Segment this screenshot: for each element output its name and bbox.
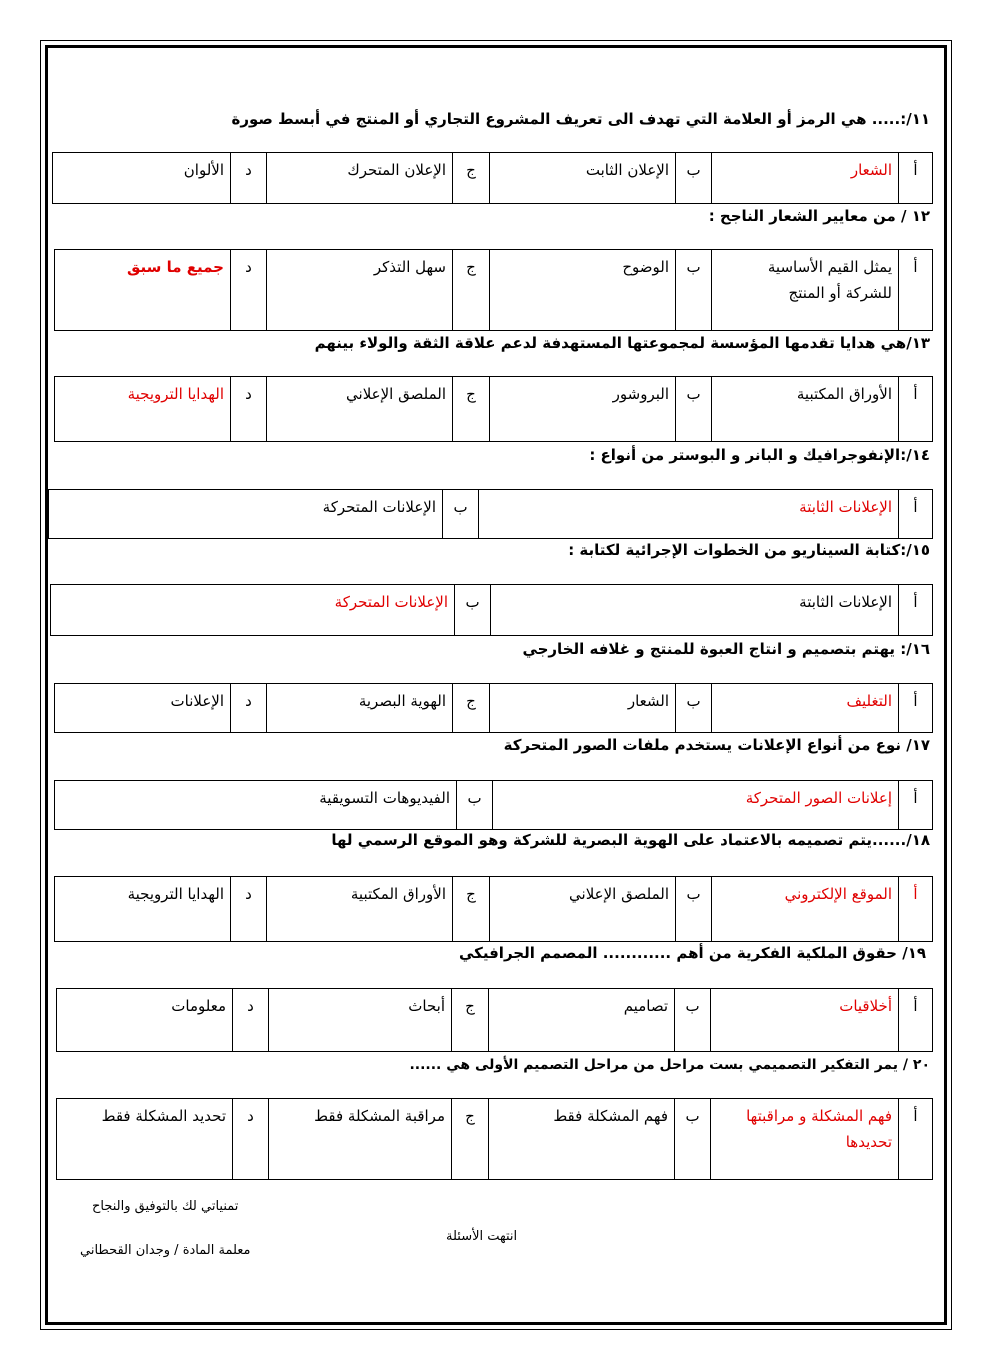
option-letter: أ (899, 585, 933, 636)
option-d: الإعلانات (55, 684, 231, 733)
option-d: الألوان (53, 153, 231, 204)
options-q20 (56, 1098, 933, 1180)
option-b: الإعلان الثابت (490, 153, 676, 204)
option-b: الشعار (490, 684, 676, 733)
option-letter: أ (899, 684, 933, 733)
option-letter: ج (452, 989, 489, 1052)
options-q18 (54, 876, 933, 942)
option-letter: ج (453, 684, 490, 733)
options-q13 (54, 376, 933, 442)
options-q19 (56, 988, 933, 1052)
options-q12 (54, 249, 933, 331)
option-letter: أ (899, 877, 933, 942)
option-letter: ب (676, 877, 712, 942)
option-c: الإعلان المتحرك (267, 153, 453, 204)
option-letter: ب (455, 585, 491, 636)
option-letter: د (231, 250, 267, 331)
option-c: الملصق الإعلاني (267, 377, 453, 442)
option-d: الهدايا الترويجية (55, 877, 231, 942)
options-q11 (52, 152, 933, 204)
option-letter: ب (676, 250, 712, 331)
option-letter: د (231, 684, 267, 733)
option-letter: ب (676, 684, 712, 733)
option-c: أبحاث (269, 989, 452, 1052)
option-letter: ج (453, 377, 490, 442)
question-20: ٢٠ / يمر التفكير التصميمي بست مراحل من مراحل التصميم الأولى هي ...... (409, 1057, 930, 1073)
option-a: أخلاقيات (711, 989, 899, 1052)
question-16: ١٦/: يهتم بتصميم و انتاج العبوة للمنتج و غلافه الخارجي (522, 640, 930, 658)
option-letter: ج (453, 153, 490, 204)
question-15: ١٥/:كتابة السيناريو من الخطوات الإجرائية لكتابة : (568, 541, 930, 559)
option-letter: أ (899, 781, 933, 830)
option-letter: د (233, 1099, 269, 1180)
option-c: سهل التذكر (267, 250, 453, 331)
option-a: التغليف (712, 684, 899, 733)
option-d: جميع ما سبق (55, 250, 231, 331)
question-12: ١٢ / من معايير الشعار الناجح : (708, 207, 930, 225)
option-b: الفيديوهات التسويقية (55, 781, 457, 830)
option-a: إعلانات الصور المتحركة (493, 781, 899, 830)
option-b: فهم المشكلة فقط (489, 1099, 675, 1180)
option-d: معلومات (57, 989, 233, 1052)
option-letter: ب (675, 989, 711, 1052)
option-letter: أ (899, 1099, 933, 1180)
footer-wish: تمنياتي لك بالتوفيق والنجاح (92, 1199, 239, 1214)
option-a: الإعلانات الثابتة (479, 490, 899, 539)
option-letter: أ (899, 490, 933, 539)
option-c: مراقبة المشكلة فقط (269, 1099, 452, 1180)
option-b: الإعلانات المتحركة (51, 585, 455, 636)
question-14: ١٤/:الإنفوجرافيك و البانر و البوستر من أنواع : (589, 446, 930, 464)
option-c: الهوية البصرية (267, 684, 453, 733)
option-b: تصاميم (489, 989, 675, 1052)
option-a: الأوراق المكتبية (712, 377, 899, 442)
option-b: الإعلانات المتحركة (49, 490, 443, 539)
option-letter: د (231, 877, 267, 942)
option-d: تحديد المشكلة فقط (57, 1099, 233, 1180)
option-letter: أ (899, 153, 933, 204)
question-18: ١٨/......يتم تصميمه بالاعتماد على الهوية البصرية للشركة وهو الموقع الرسمي لها (331, 831, 930, 849)
option-d: الهدايا الترويجية (55, 377, 231, 442)
question-13: ١٣/هي هدايا تقدمها المؤسسة لمجموعتها المستهدفة لدعم علاقة الثقة والولاء بينهم (314, 334, 930, 352)
options-q14 (48, 489, 933, 539)
option-letter: د (231, 377, 267, 442)
option-letter: ج (452, 1099, 489, 1180)
footer-end: انتهت الأسئلة (446, 1229, 518, 1244)
option-letter: ب (676, 153, 712, 204)
option-a: الشعار (712, 153, 899, 204)
question-17: ١٧/ نوع من أنواع الإعلانات يستخدم ملفات الصور المتحركة (503, 736, 930, 754)
footer-teacher: معلمة المادة / وجدان القحطاني (80, 1243, 251, 1258)
option-letter: أ (899, 250, 933, 331)
option-b: الملصق الإعلاني (490, 877, 676, 942)
option-letter: ب (676, 377, 712, 442)
option-a: الإعلانات الثابتة (491, 585, 899, 636)
option-letter: ج (453, 250, 490, 331)
option-letter: أ (899, 377, 933, 442)
options-q15 (50, 584, 933, 636)
option-a: الموقع الإلكتروني (712, 877, 899, 942)
option-letter: ب (457, 781, 493, 830)
option-letter: د (231, 153, 267, 204)
option-a: فهم المشكلة و مراقبتها تحديدها (711, 1099, 899, 1180)
options-q17 (54, 780, 933, 830)
option-letter: ب (675, 1099, 711, 1180)
option-c: الأوراق المكتبية (267, 877, 453, 942)
option-a: يمثل القيم الأساسية للشركة أو المنتج (712, 250, 899, 331)
question-19: ١٩/ حقوق الملكية الفكرية من أهم ............ المصمم الجرافيكي (458, 944, 926, 962)
question-11: ١١/:..... هي الرمز أو العلامة التي تهدف الى تعريف المشروع التجاري أو المنتج في أبسط صورة (231, 110, 930, 128)
option-b: البروشور (490, 377, 676, 442)
option-letter: د (233, 989, 269, 1052)
option-letter: أ (899, 989, 933, 1052)
option-b: الوضوح (490, 250, 676, 331)
option-letter: ج (453, 877, 490, 942)
options-q16 (54, 683, 933, 733)
option-letter: ب (443, 490, 479, 539)
